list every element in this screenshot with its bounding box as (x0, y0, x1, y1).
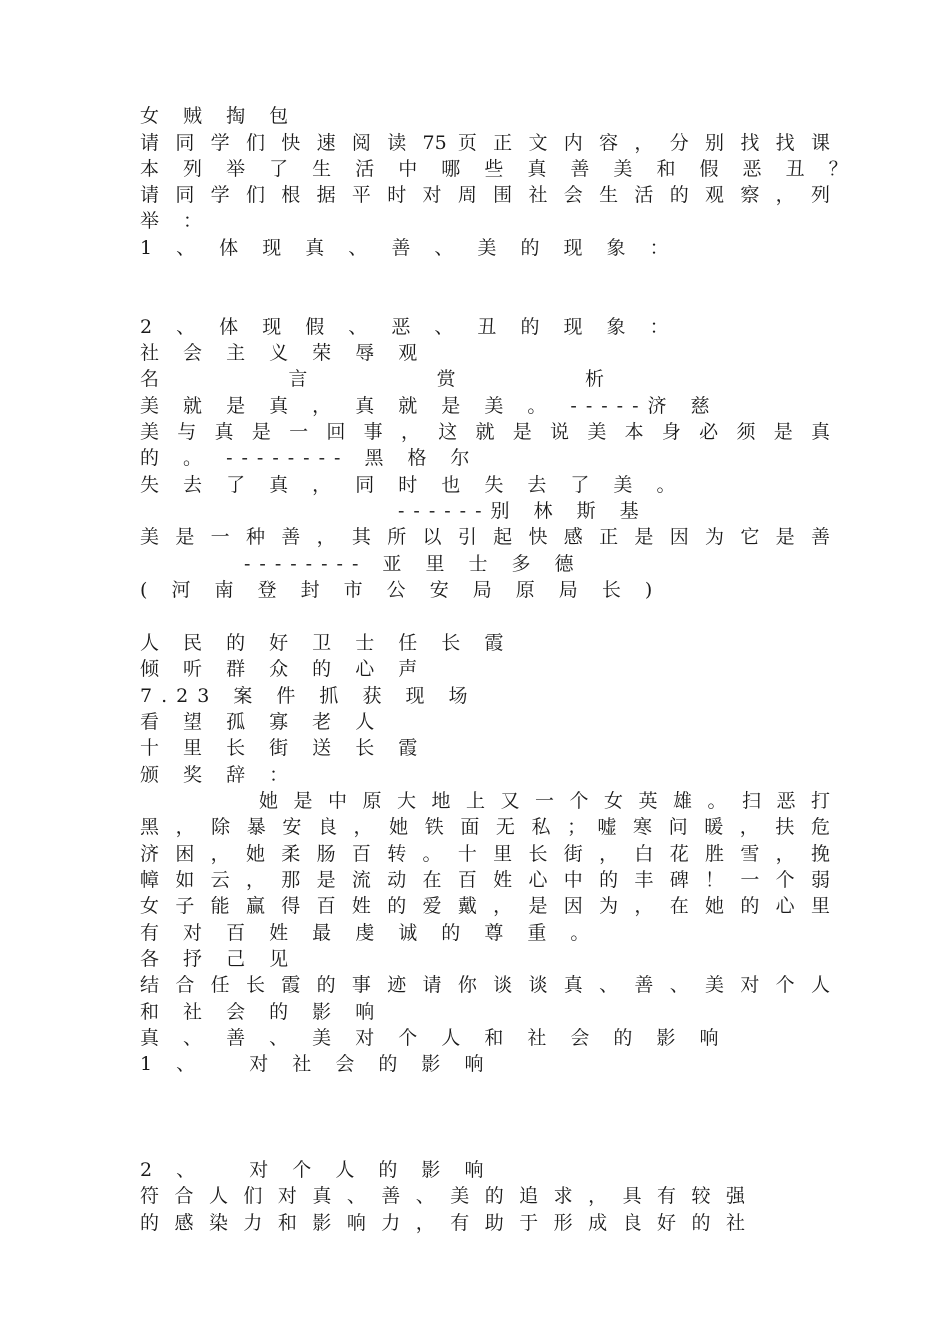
caption-line: 7.23 案 件 抓 获 现 场 (140, 685, 477, 707)
paragraph-line: 有 对 百 姓 最 虔 诚 的 尊 重 。 (140, 922, 599, 944)
heading-story-title: 女 贼 掏 包 (140, 105, 298, 127)
quote-line: 失 去 了 真 ， 同 时 也 失 去 了 美 。 (140, 474, 685, 496)
paragraph-line: 济 困 ， 她 柔 肠 百 转 。 十 里 长 街 ， 白 花 胜 雪 ， 挽 (140, 843, 830, 865)
quote-attribution: ------别 林 斯 基 (398, 500, 648, 522)
question-line: 和 社 会 的 影 响 (140, 1001, 384, 1023)
instruction-line: 请 同 学 们 根 据 平 时 对 周 围 社 会 生 活 的 观 察 ， 列 (140, 184, 830, 206)
instruction-line: 本 列 举 了 生 活 中 哪 些 真 善 美 和 假 恶 丑 ？ (140, 158, 857, 180)
answer-line: 符 合 人 们 对 真 、 善 、 美 的 追 求 ， 具 有 较 强 (140, 1185, 745, 1207)
instruction-line: 举 ： (140, 210, 212, 232)
list-item-individual: 2 、 对 个 人 的 影 响 (140, 1159, 493, 1181)
answer-line: 的 感 染 力 和 影 响 力 ， 有 助 于 形 成 良 好 的 社 (140, 1212, 745, 1234)
section-heading-quotes: 名 言 赏 析 (140, 368, 613, 390)
section-heading-impact: 真 、 善 、 美 对 个 人 和 社 会 的 影 响 (140, 1027, 728, 1049)
quote-line: 美 与 真 是 一 回 事 ， 这 就 是 说 美 本 身 必 须 是 真 (140, 421, 830, 443)
paragraph-line: 她 是 中 原 大 地 上 又 一 个 女 英 雄 。 扫 恶 打 (259, 790, 830, 812)
quote-line: 美 是 一 种 善 ， 其 所 以 引 起 快 感 正 是 因 为 它 是 善 (140, 526, 830, 548)
paragraph-line: 幛 如 云 ， 那 是 流 动 在 百 姓 心 中 的 丰 碑 ！ 一 个 弱 (140, 869, 830, 891)
caption-line: 十 里 长 街 送 长 霞 (140, 737, 427, 759)
quote-line: 美 就 是 真 ， 真 就 是 美 。 -----济 慈 (140, 395, 719, 417)
section-heading: 社 会 主 义 荣 辱 观 (140, 342, 427, 364)
paragraph-line: 女 子 能 赢 得 百 姓 的 爱 戴 ， 是 因 为 ， 在 她 的 心 里 (140, 895, 830, 917)
caption-line: ( 河 南 登 封 市 公 安 局 原 局 长 ) (140, 579, 662, 601)
section-heading-discussion: 各 抒 己 见 (140, 948, 298, 970)
list-item-true-good-beauty: 1 、 体 现 真 、 善 、 美 的 现 象 ： (140, 237, 678, 259)
caption-line: 看 望 孤 寡 老 人 (140, 711, 384, 733)
list-item-society: 1 、 对 社 会 的 影 响 (140, 1053, 493, 1075)
instruction-line: 请 同 学 们 快 速 阅 读 75 页 正 文 内 容 ， 分 别 找 找 课 (140, 132, 830, 154)
question-line: 结 合 任 长 霞 的 事 迹 请 你 谈 谈 真 、 善 、 美 对 个 人 (140, 974, 830, 996)
paragraph-line: 黑 ， 除 暴 安 良 ， 她 铁 面 无 私 ； 嘘 寒 问 暖 ， 扶 危 (140, 816, 830, 838)
quote-line: 的 。 -------- 黑 格 尔 (140, 447, 479, 469)
caption-line: 倾 听 群 众 的 心 声 (140, 658, 427, 680)
list-item-false-evil-ugly: 2 、 体 现 假 、 恶 、 丑 的 现 象 ： (140, 316, 678, 338)
section-heading-award: 颁 奖 辞 ： (140, 764, 298, 786)
caption-line: 人 民 的 好 卫 士 任 长 霞 (140, 632, 513, 654)
quote-attribution: -------- 亚 里 士 多 德 (244, 553, 583, 575)
